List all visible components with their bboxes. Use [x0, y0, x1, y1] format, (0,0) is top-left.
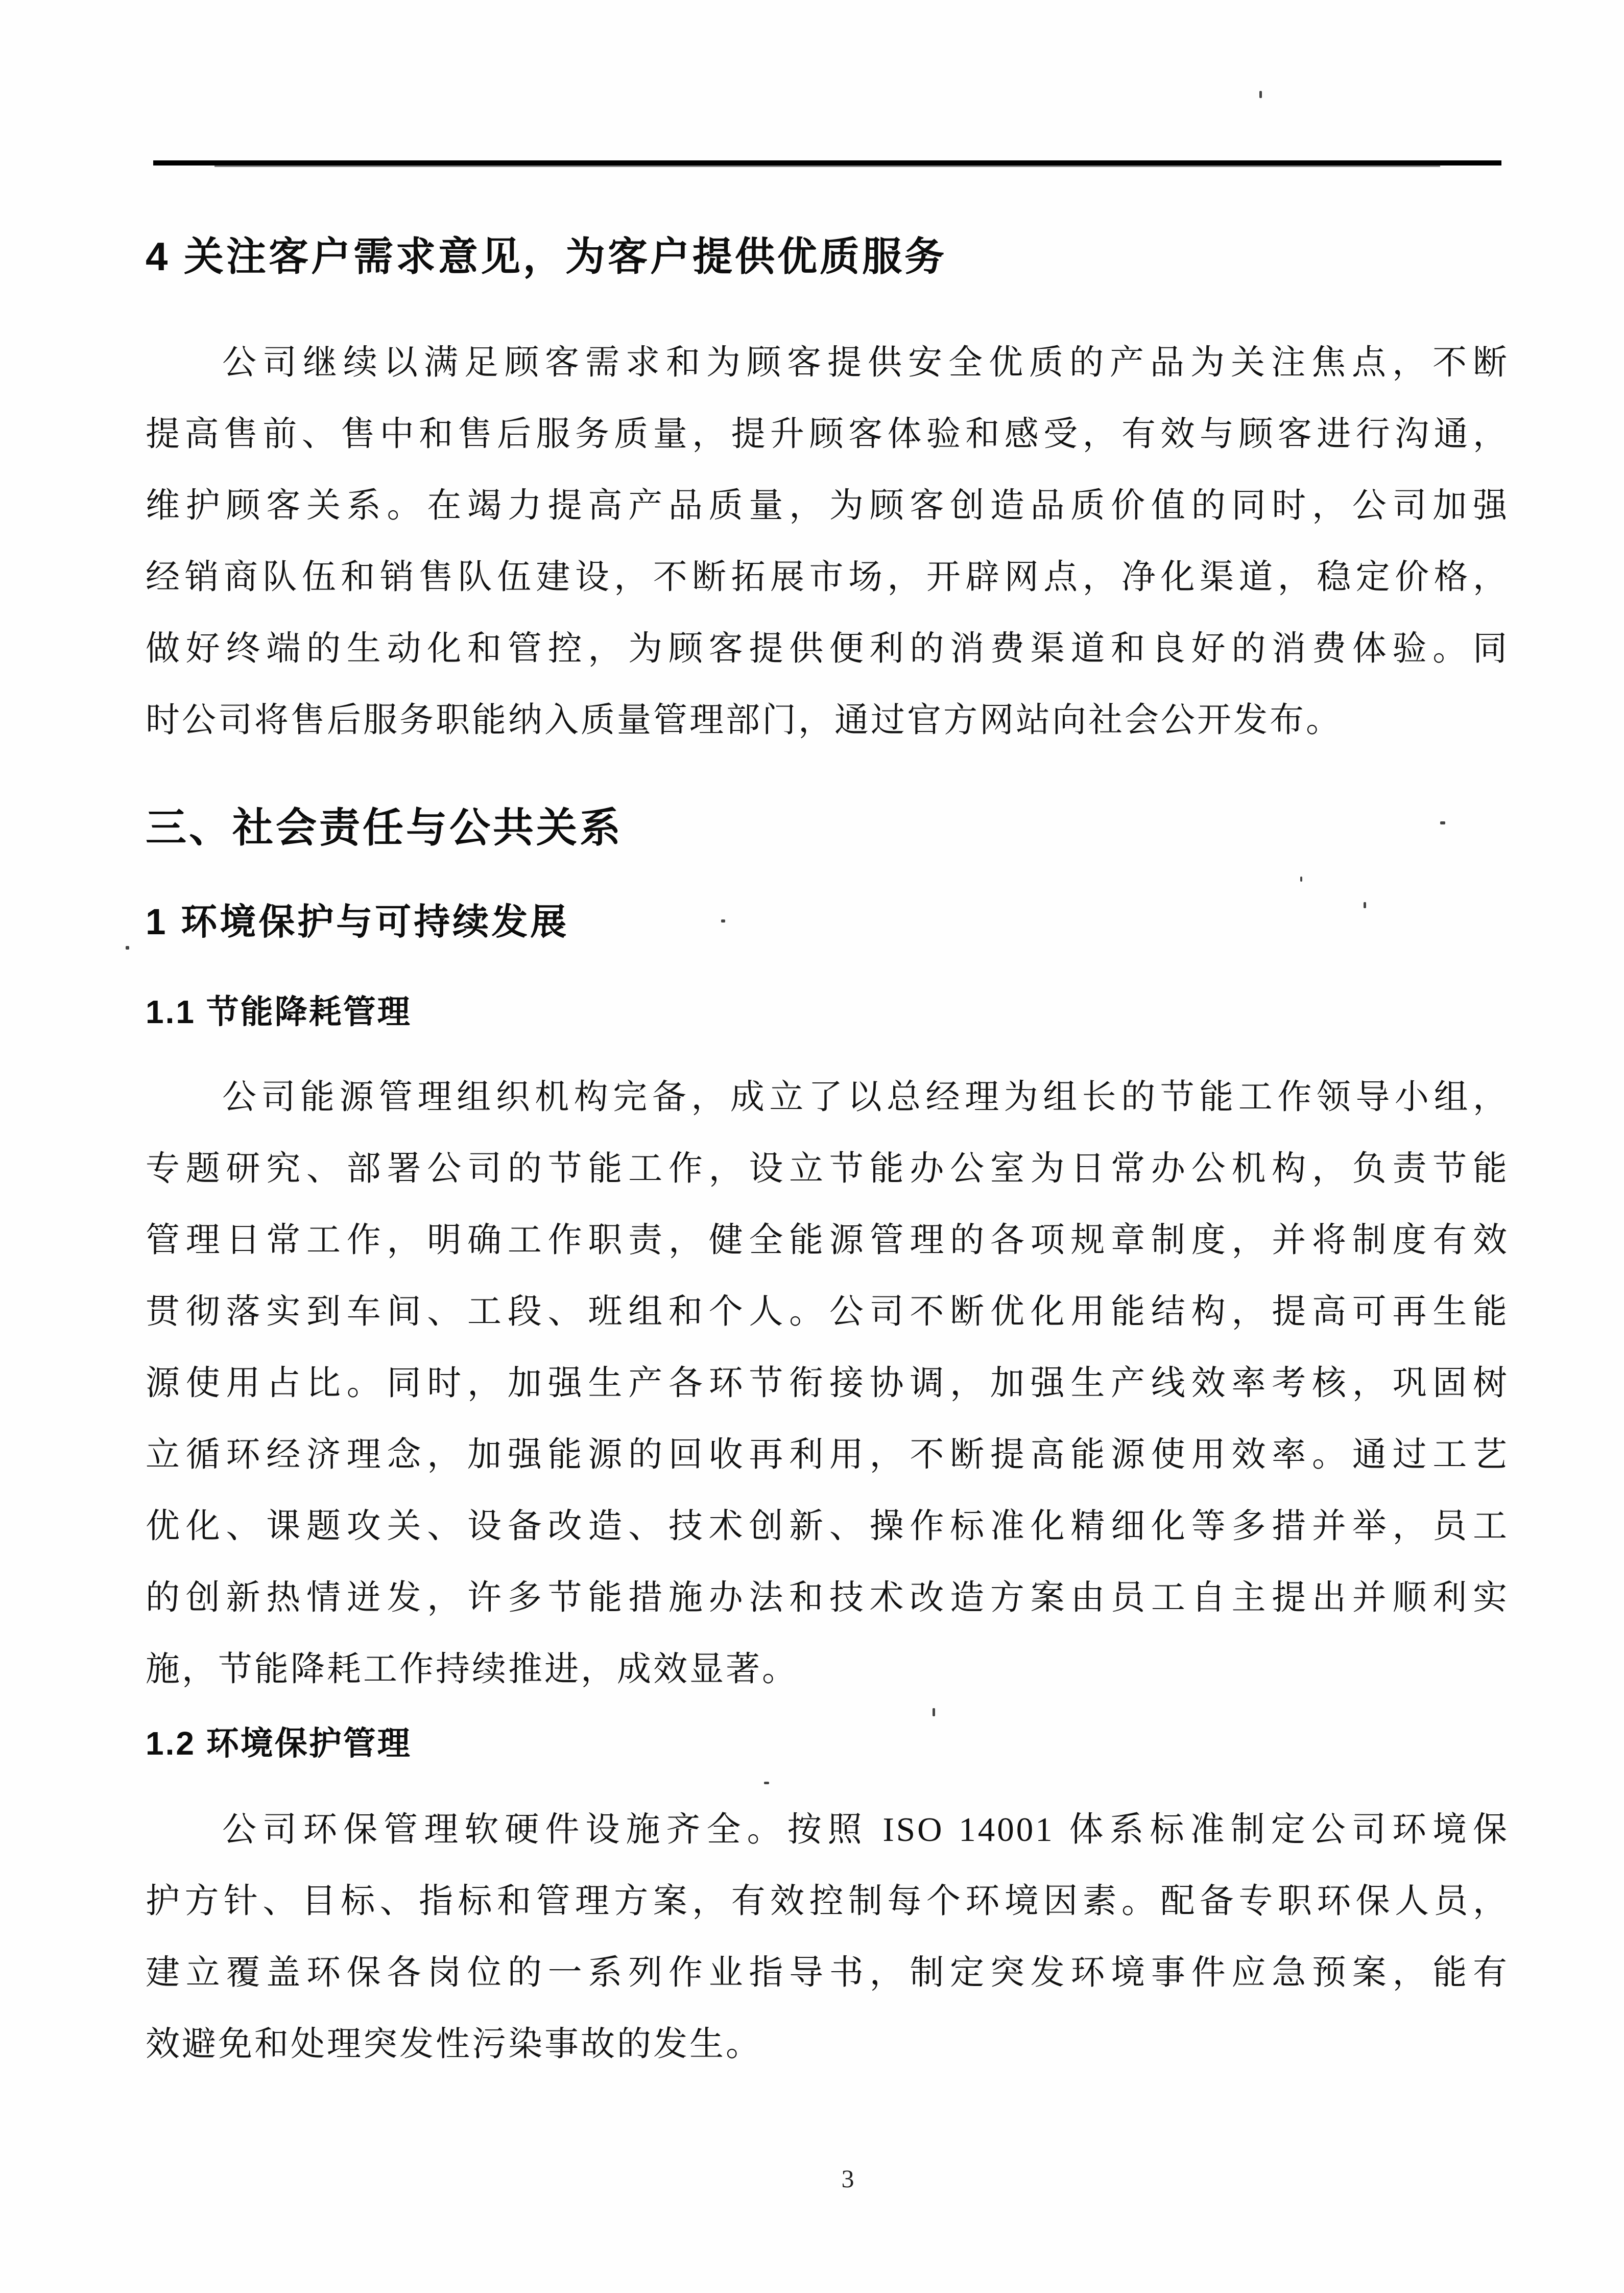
- paragraph-line: 贯彻落实到车间、工段、班组和个人。公司不断优化用能结构，提高可再生能: [146, 1293, 1509, 1331]
- paragraph-line: 做好终端的生动化和管控，为顾客提供便利的消费渠道和良好的消费体验。同: [146, 630, 1509, 668]
- heading-environment-sustainability: 1 环境保护与可持续发展: [146, 902, 569, 942]
- paragraph-line: 建立覆盖环保各岗位的一系列作业指导书，制定突发环境事件应急预案，能有: [146, 1954, 1509, 1992]
- paragraph-line: 源使用占比。同时，加强生产各环节衔接协调，加强生产线效率考核，巩固树: [146, 1364, 1509, 1402]
- paragraph-line: 经销商队伍和销售队伍建设，不断拓展市场，开辟网点，净化渠道，稳定价格，: [146, 558, 1509, 596]
- scan-speck: [1440, 821, 1445, 824]
- paragraph-line: 效避免和处理突发性污染事故的发生。: [146, 2025, 762, 2063]
- paragraph-line: 施，节能降耗工作持续推进，成效显著。: [146, 1650, 798, 1688]
- heading-environment-management: 1.2 环境保护管理: [146, 1725, 412, 1762]
- page-number: 3: [841, 2164, 854, 2193]
- heading-energy-saving: 1.1 节能降耗管理: [146, 994, 412, 1030]
- paragraph-line: 管理日常工作，明确工作职责，健全能源管理的各项规章制度，并将制度有效: [146, 1221, 1509, 1259]
- heading-customer-service: 4 关注客户需求意见，为客户提供优质服务: [146, 234, 947, 279]
- paragraph-energy-saving: [146, 1061, 1509, 1705]
- scan-speck: [126, 946, 129, 950]
- scan-speck: [1259, 91, 1262, 98]
- paragraph-line: 立循环经济理念，加强能源的回收再利用，不断提高能源使用效率。通过工艺: [146, 1436, 1509, 1474]
- scan-speck: [1364, 902, 1366, 908]
- paragraph-line: 专题研究、部署公司的节能工作，设立节能办公室为日常办公机构，负责节能: [146, 1150, 1509, 1188]
- paragraph-line: 公司环保管理软硬件设施齐全。按照 ISO 14001 体系标准制定公司环境保: [222, 1811, 1509, 1849]
- scan-speck: [764, 1782, 769, 1784]
- scan-speck: [933, 1708, 935, 1716]
- paragraph-customer-service: [146, 327, 1509, 756]
- scan-speck: [721, 919, 725, 923]
- paragraph-line: 时公司将售后服务职能纳入质量管理部门，通过官方网站向社会公开发布。: [146, 701, 1342, 739]
- header-rule: [153, 160, 1501, 166]
- paragraph-line: 优化、课题攻关、设备改造、技术创新、操作标准化精细化等多措并举，员工: [146, 1507, 1509, 1545]
- heading-social-responsibility: 三、社会责任与公共关系: [146, 805, 623, 850]
- paragraph-line: 公司能源管理组织机构完备，成立了以总经理为组长的节能工作领导小组，: [222, 1078, 1509, 1116]
- paragraph-line: 公司继续以满足顾客需求和为顾客提供安全优质的产品为关注焦点，不断: [222, 344, 1509, 382]
- scan-speck: [1300, 877, 1302, 882]
- paragraph-line: 护方针、目标、指标和管理方案，有效控制每个环境因素。配备专职环保人员，: [146, 1882, 1509, 1920]
- paragraph-line: 提高售前、售中和售后服务质量，提升顾客体验和感受，有效与顾客进行沟通，: [146, 415, 1509, 453]
- paragraph-environment-management: [146, 1794, 1509, 2080]
- paragraph-line: 的创新热情迸发，许多节能措施办法和技术改造方案由员工自主提出并顺利实: [146, 1579, 1509, 1617]
- paragraph-line: 维护顾客关系。在竭力提高产品质量，为顾客创造品质价值的同时，公司加强: [146, 487, 1509, 525]
